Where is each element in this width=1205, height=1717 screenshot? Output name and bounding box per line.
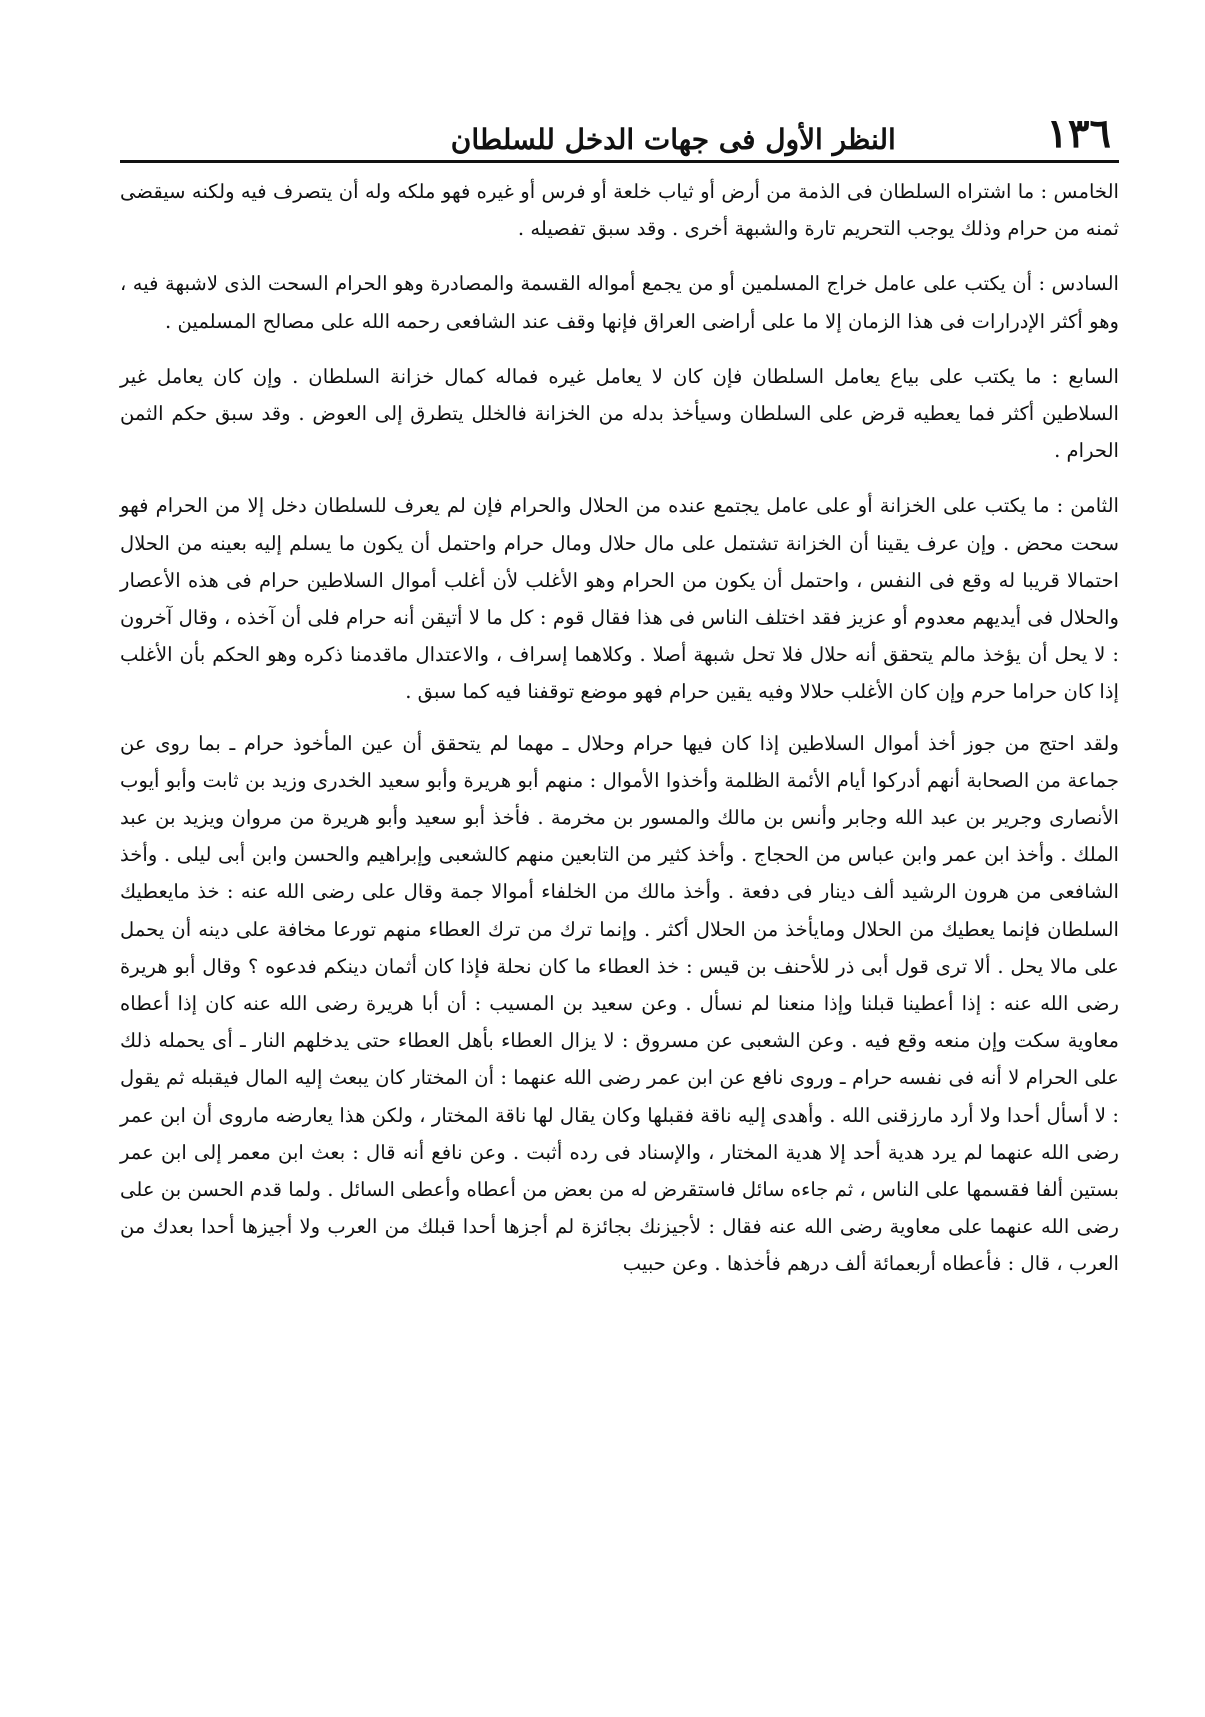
paragraph-fifth: الخامس : ما اشتراه السلطان فى الذمة من أرض أو ثياب خلعة أو فرس أو غيره فهو ملكه وله أن يتصرف فيه ولكنه سيقضى ثمنه من حرام وذلك يوجب التحريم تارة والشبهة أخرى . وقد سبق تفصيله . <box>120 180 1119 241</box>
paragraph-sixth: السادس : أن يكتب على عامل خراج المسلمين أو من يجمع أمواله القسمة والمصادرة وهو الحرام السحت الذى لاشبهة فيه ، وهو أكثر الإدرارات فى هذا الزمان إلا ما على أراضى العراق فإنها وقف عند الشافعى رحمه الله على مصالح المسلمين . <box>120 272 1119 333</box>
paragraph-argument: ولقد احتج من جوز أخذ أموال السلاطين إذا كان فيها حرام وحلال ـ مهما لم يتحقق أن عين المأخوذ حرام ـ بما روى عن جماعة من الصحابة أنهم أدركوا أيام الأئمة الظلمة وأخذوا الأموال : منهم أبو هريرة وأبو سعيد الخدرى وزيد بن ثابت وأبو أيوب الأنصارى وجرير بن عبد الله وجابر وأنس بن مالك والمسور بن مخرمة . فأخذ أبو سعيد وأبو هريرة من مروان ويزيد بن عبد الملك . وأخذ ابن عمر وابن عباس من الحجاج . وأخذ كثير من التابعين منهم كالشعبى وإبراهيم والحسن وابن أبى ليلى . وأخذ الشافعى من هرون الرشيد ألف دينار فى دفعة . وأخذ مالك من الخلفاء أموالا جمة وقال على رضى الله عنه : خذ مايعطيك السلطان فإنما يعطيك من الحلال ومايأخذ من الحلال أكثر . وإنما ترك من ترك العطاء منهم تورعا مخافة على دينه أن يحمل على مالا يحل . ألا ترى قول أبى ذر للأحنف بن قيس : خذ العطاء ما كان نحلة فإذا كان أثمان دينكم فدعوه ؟ وقال أبو هريرة رضى الله عنه : إذا أعطينا قبلنا وإذا منعنا لم نسأل . وعن سعيد بن المسيب : أن أبا هريرة رضى الله عنه كان إذا أعطاه معاوية سكت وإن منعه وقع فيه . وعن الشعبى عن مسروق : لا يزال العطاء بأهل العطاء حتى يدخلهم النار ـ أى يحمله ذلك على الحرام لا أنه فى نفسه حرام ـ وروى نافع عن ابن عمر رضى الله عنهما : أن المختار كان يبعث إليه المال فيقبله ثم يقول : لا أسأل أحدا ولا أرد مارزقنى الله . وأهدى إليه ناقة فقبلها وكان يقال لها ناقة المختار ، ولكن هذا يعارضه ماروى أن ابن عمر رضى الله عنهما لم يرد هدية أحد إلا هدية المختار ، والإسناد فى رده أثبت . وعن نافع أنه قال : بعث ابن معمر إلى ابن عمر بستين ألفا فقسمها على الناس ، ثم جاءه سائل فاستقرض له من بعض من أعطاه وأعطى السائل . ولما قدم الحسن بن على رضى الله عنهما على معاوية رضى الله عنه فقال : لأجيزنك بجائزة لم أجزها أحدا قبلك من العرب ولا أجيزها أحدا بعدك من العرب ، قال : فأعطاه أربعمائة ألف درهم فأخذها . وعن حبيب <box>120 731 1119 1276</box>
paragraph-seventh: السابع : ما يكتب على بياع يعامل السلطان فإن كان لا يعامل غيره فماله كمال خزانة السلطان . وإن كان يعامل غير السلاطين أكثر فما يعطيه قرض على السلطان وسيأخذ بدله من الخزانة فالخلل يتطرق إلى العوض . وقد سبق حكم الثمن الحرام . <box>120 364 1119 463</box>
running-title: النظر الأول فى جهات الدخل للسلطان <box>450 123 896 156</box>
page-body <box>120 173 1119 1283</box>
page-header <box>120 96 1119 158</box>
header-rule <box>120 160 1119 163</box>
page-number: ١٣٦ <box>1046 110 1111 157</box>
paragraph-eighth: الثامن : ما يكتب على الخزانة أو على عامل يجتمع عنده من الحلال والحرام فإن لم يعرف للسلطان دخل إلا من الحرام فهو سحت محض . وإن عرف يقينا أن الخزانة تشتمل على مال حلال ومال حرام واحتمل أن يكون ما يسلم إليه بعينه من الحلال احتمالا قريبا له وقع فى النفس ، واحتمل أن يكون من الحرام وهو الأغلب لأن أغلب أموال السلاطين حرام فى هذه الأعصار والحلال فى أيديهم معدوم أو عزيز فقد اختلف الناس فى هذا فقال قوم : كل ما لا أتيقن أنه حرام فلى أن آخذه ، وقال آخرون : لا يحل أن يؤخذ مالم يتحقق أنه حلال فلا تحل شبهة أصلا . وكلاهما إسراف ، والاعتدال ماقدمنا ذكره وهو الحكم بأن الأغلب إذا كان حراما حرم وإن كان الأغلب حلالا وفيه يقين حرام فهو موضع توقفنا فيه كما سبق . <box>120 494 1119 704</box>
